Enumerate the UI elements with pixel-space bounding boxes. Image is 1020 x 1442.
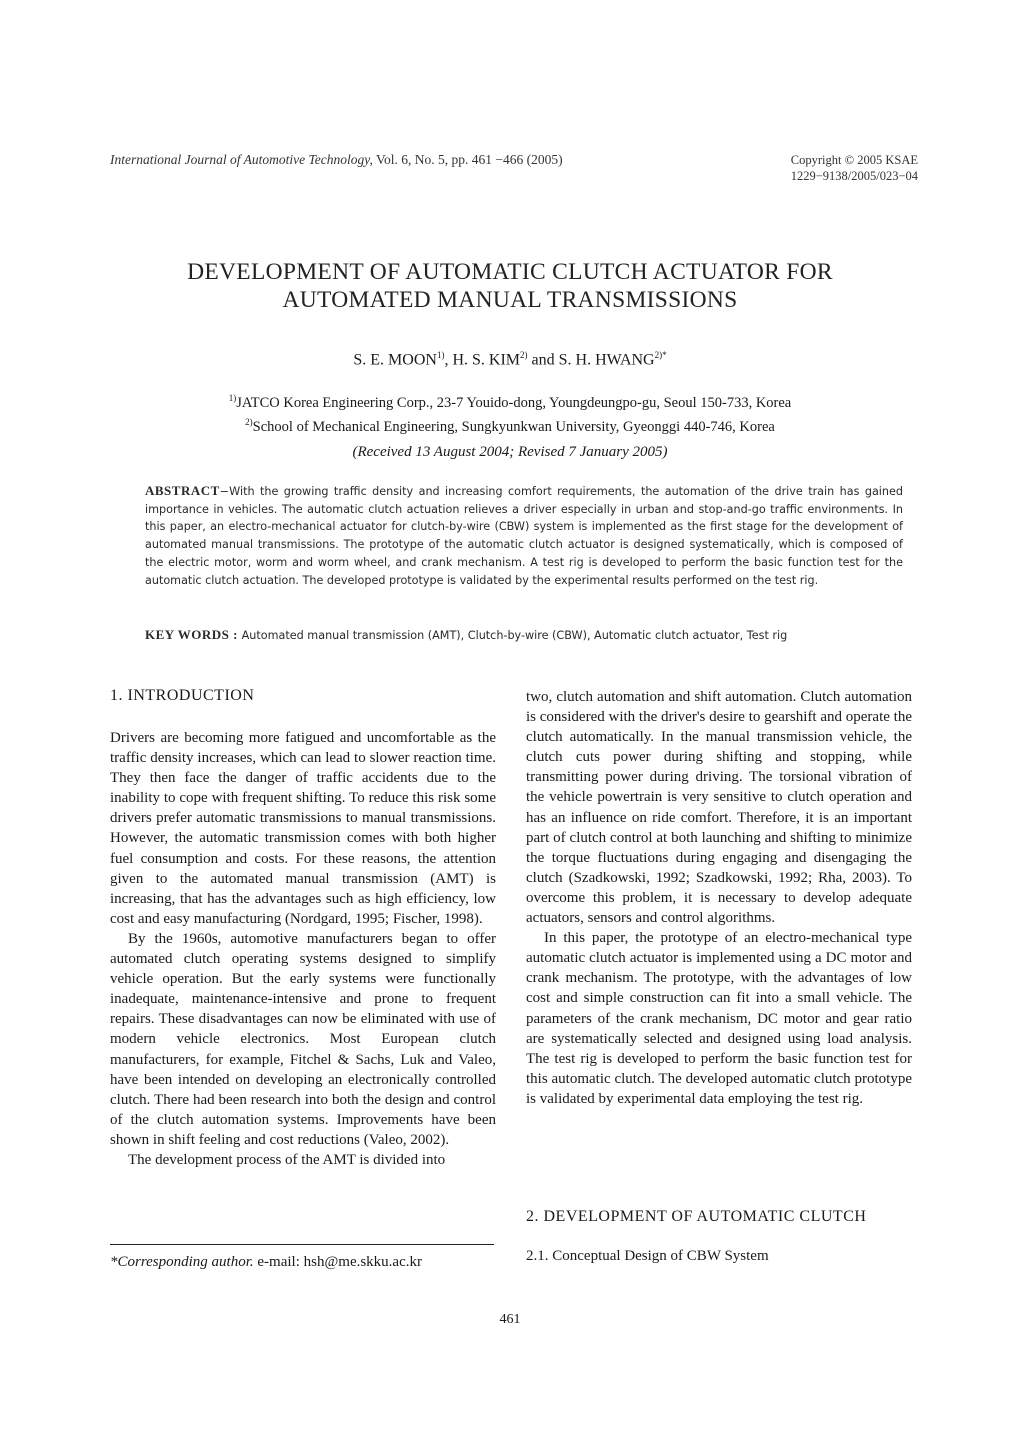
author-2: H. S. KIM xyxy=(452,351,520,369)
received-dates: (Received 13 August 2004; Revised 7 January 2005) xyxy=(352,444,668,460)
affiliation-2-text: School of Mechanical Engineering, Sungkyunkwan University, Gyeonggi 440-746, Korea xyxy=(252,418,775,435)
affiliation-1-text: JATCO Korea Engineering Corp., 23-7 Youido-dong, Youngdeungpo-gu, Seoul 150-733, Korea xyxy=(236,394,792,411)
keywords xyxy=(145,627,905,643)
section-heading-development: 2. DEVELOPMENT OF AUTOMATIC CLUTCH xyxy=(526,1208,867,1225)
footnote xyxy=(110,1254,422,1271)
author-1: S. E. MOON xyxy=(353,351,437,369)
title-line-1: DEVELOPMENT OF AUTOMATIC CLUTCH ACTUATOR FOR xyxy=(187,259,833,285)
author-separator: and xyxy=(527,351,559,369)
affiliations xyxy=(110,389,910,437)
footnote-divider xyxy=(110,1244,494,1245)
abstract-text: −With the growing traffic density and increasing comfort requirements, the automation of the drive train has gained importance in vehicles. The automatic clutch actuation relieves a driver especially in urban and stop-and-go traffic environments. In this paper, an electro-mechanical actuator for clutch-by-wire (CBW) system is implemented as the first stage for the development of automated manual transmissions. The prototype of the automatic clutch actuator is designed systematically, which is composed of the electric motor, worm and worm wheel, and crank mechanism. A test rig is developed to perform the basic function test for the automatic clutch actuation. The developed prototype is validated by the experimental results performed on the test rig. xyxy=(145,485,903,587)
paper-title xyxy=(110,258,910,314)
author-list xyxy=(110,350,910,369)
paragraph: Drivers are becoming more fatigued and uncomfortable as the traffic density increases, which can lead to slower reaction time. They then face the danger of traffic accidents due to the inability to cope with frequent shifting. To reduce this risk some drivers prefer automatic transmissions to manual transmissions. However, the automatic transmission comes with both higher fuel consumption and costs. For these reasons, the attention given to the automated manual transmission (AMT) is increasing, that has the advantages such as high efficiency, low cost and easy manufacturing (Nordgard, 1995; Fischer, 1998). xyxy=(110,730,496,927)
left-column xyxy=(110,728,496,1170)
subsection-heading: 2.1. Conceptual Design of CBW System xyxy=(526,1248,769,1264)
footnote-email: e-mail: hsh@me.skku.ac.kr xyxy=(253,1254,422,1270)
paragraph: two, clutch automation and shift automation. Clutch automation is considered with the driver's desire to gearshift and operate the clutch automatically. In the manual transmission vehicle, the clutch cuts power during shifting and stopping, while transmitting power during driving. The torsional vibration of the vehicle powertrain is very sensitive to clutch operation and has an influence on ride comfort. Therefore, it is an important part of clutch control at both launching and shifting to minimize the torque fluctuations during engaging and disengaging the clutch (Szadkowski, 1992; Szadkowski, 1992; Rha, 2003). To overcome this problem, it is necessary to develop adequate actuators, sensors and control algorithms. xyxy=(526,689,912,927)
copyright-block xyxy=(760,152,918,184)
paragraph: By the 1960s, automotive manufacturers began to offer automated clutch operating systems designed to simplify vehicle operation. But the early systems were functionally inadequate, maintenance-intensive and prone to frequent repairs. These disadvantages can now be eliminated with use of modern vehicle electronics. Most European clutch manufacturers, for example, Fitchel & Sachs, Luk and Valeo, have been intended on developing an electronically controlled clutch. There had been research into both the design and control of the clutch automation systems. Improvements have been shown in shift feeling and cost reductions (Valeo, 2002). xyxy=(110,930,496,1148)
author-1-affil: 1) xyxy=(436,350,445,360)
abstract-label: ABSTRACT xyxy=(145,483,220,498)
affiliation-1 xyxy=(110,389,910,413)
footnote-label: *Corresponding author. xyxy=(110,1254,254,1270)
paragraph: The development process of the AMT is divided into xyxy=(128,1151,446,1168)
page-number: 461 xyxy=(499,1312,521,1327)
abstract xyxy=(145,482,903,589)
keywords-text: Automated manual transmission (AMT), Clutch-by-wire (CBW), Automatic clutch actuator, Test rig xyxy=(241,629,788,642)
section-heading-introduction: 1. INTRODUCTION xyxy=(110,687,255,704)
right-column xyxy=(526,687,912,1109)
affiliation-2-mark: 2) xyxy=(245,416,253,427)
title-line-2: AUTOMATED MANUAL TRANSMISSIONS xyxy=(282,287,738,313)
affiliation-2 xyxy=(110,413,910,437)
issn-line: 1229−9138/2005/023−04 xyxy=(790,169,918,183)
author-separator: , xyxy=(444,351,453,369)
copyright-line: Copyright © 2005 KSAE xyxy=(790,153,918,167)
journal-name: International Journal of Automotive Technology, xyxy=(110,152,373,167)
author-3-affil: 2)* xyxy=(654,350,667,360)
journal-details: Vol. 6, No. 5, pp. 461 −466 (2005) xyxy=(372,152,563,167)
author-2-affil: 2) xyxy=(520,350,528,360)
keywords-label: KEY WORDS : xyxy=(145,627,242,642)
affiliation-1-mark: 1) xyxy=(228,393,237,403)
paragraph: In this paper, the prototype of an electro-mechanical type automatic clutch actuator is implemented using a DC motor and crank mechanism. The prototype, with the advantages of low cost and simple construction can fit into a small vehicle. The parameters of the crank mechanism, DC motor and gear ratio are systematically selected and designed using load analysis. The test rig is developed to perform the basic function test for this automatic clutch. The developed automatic clutch prototype is validated by experimental data employing the test rig. xyxy=(526,930,912,1107)
journal-citation xyxy=(110,152,563,168)
author-3: S. H. HWANG xyxy=(558,351,655,369)
